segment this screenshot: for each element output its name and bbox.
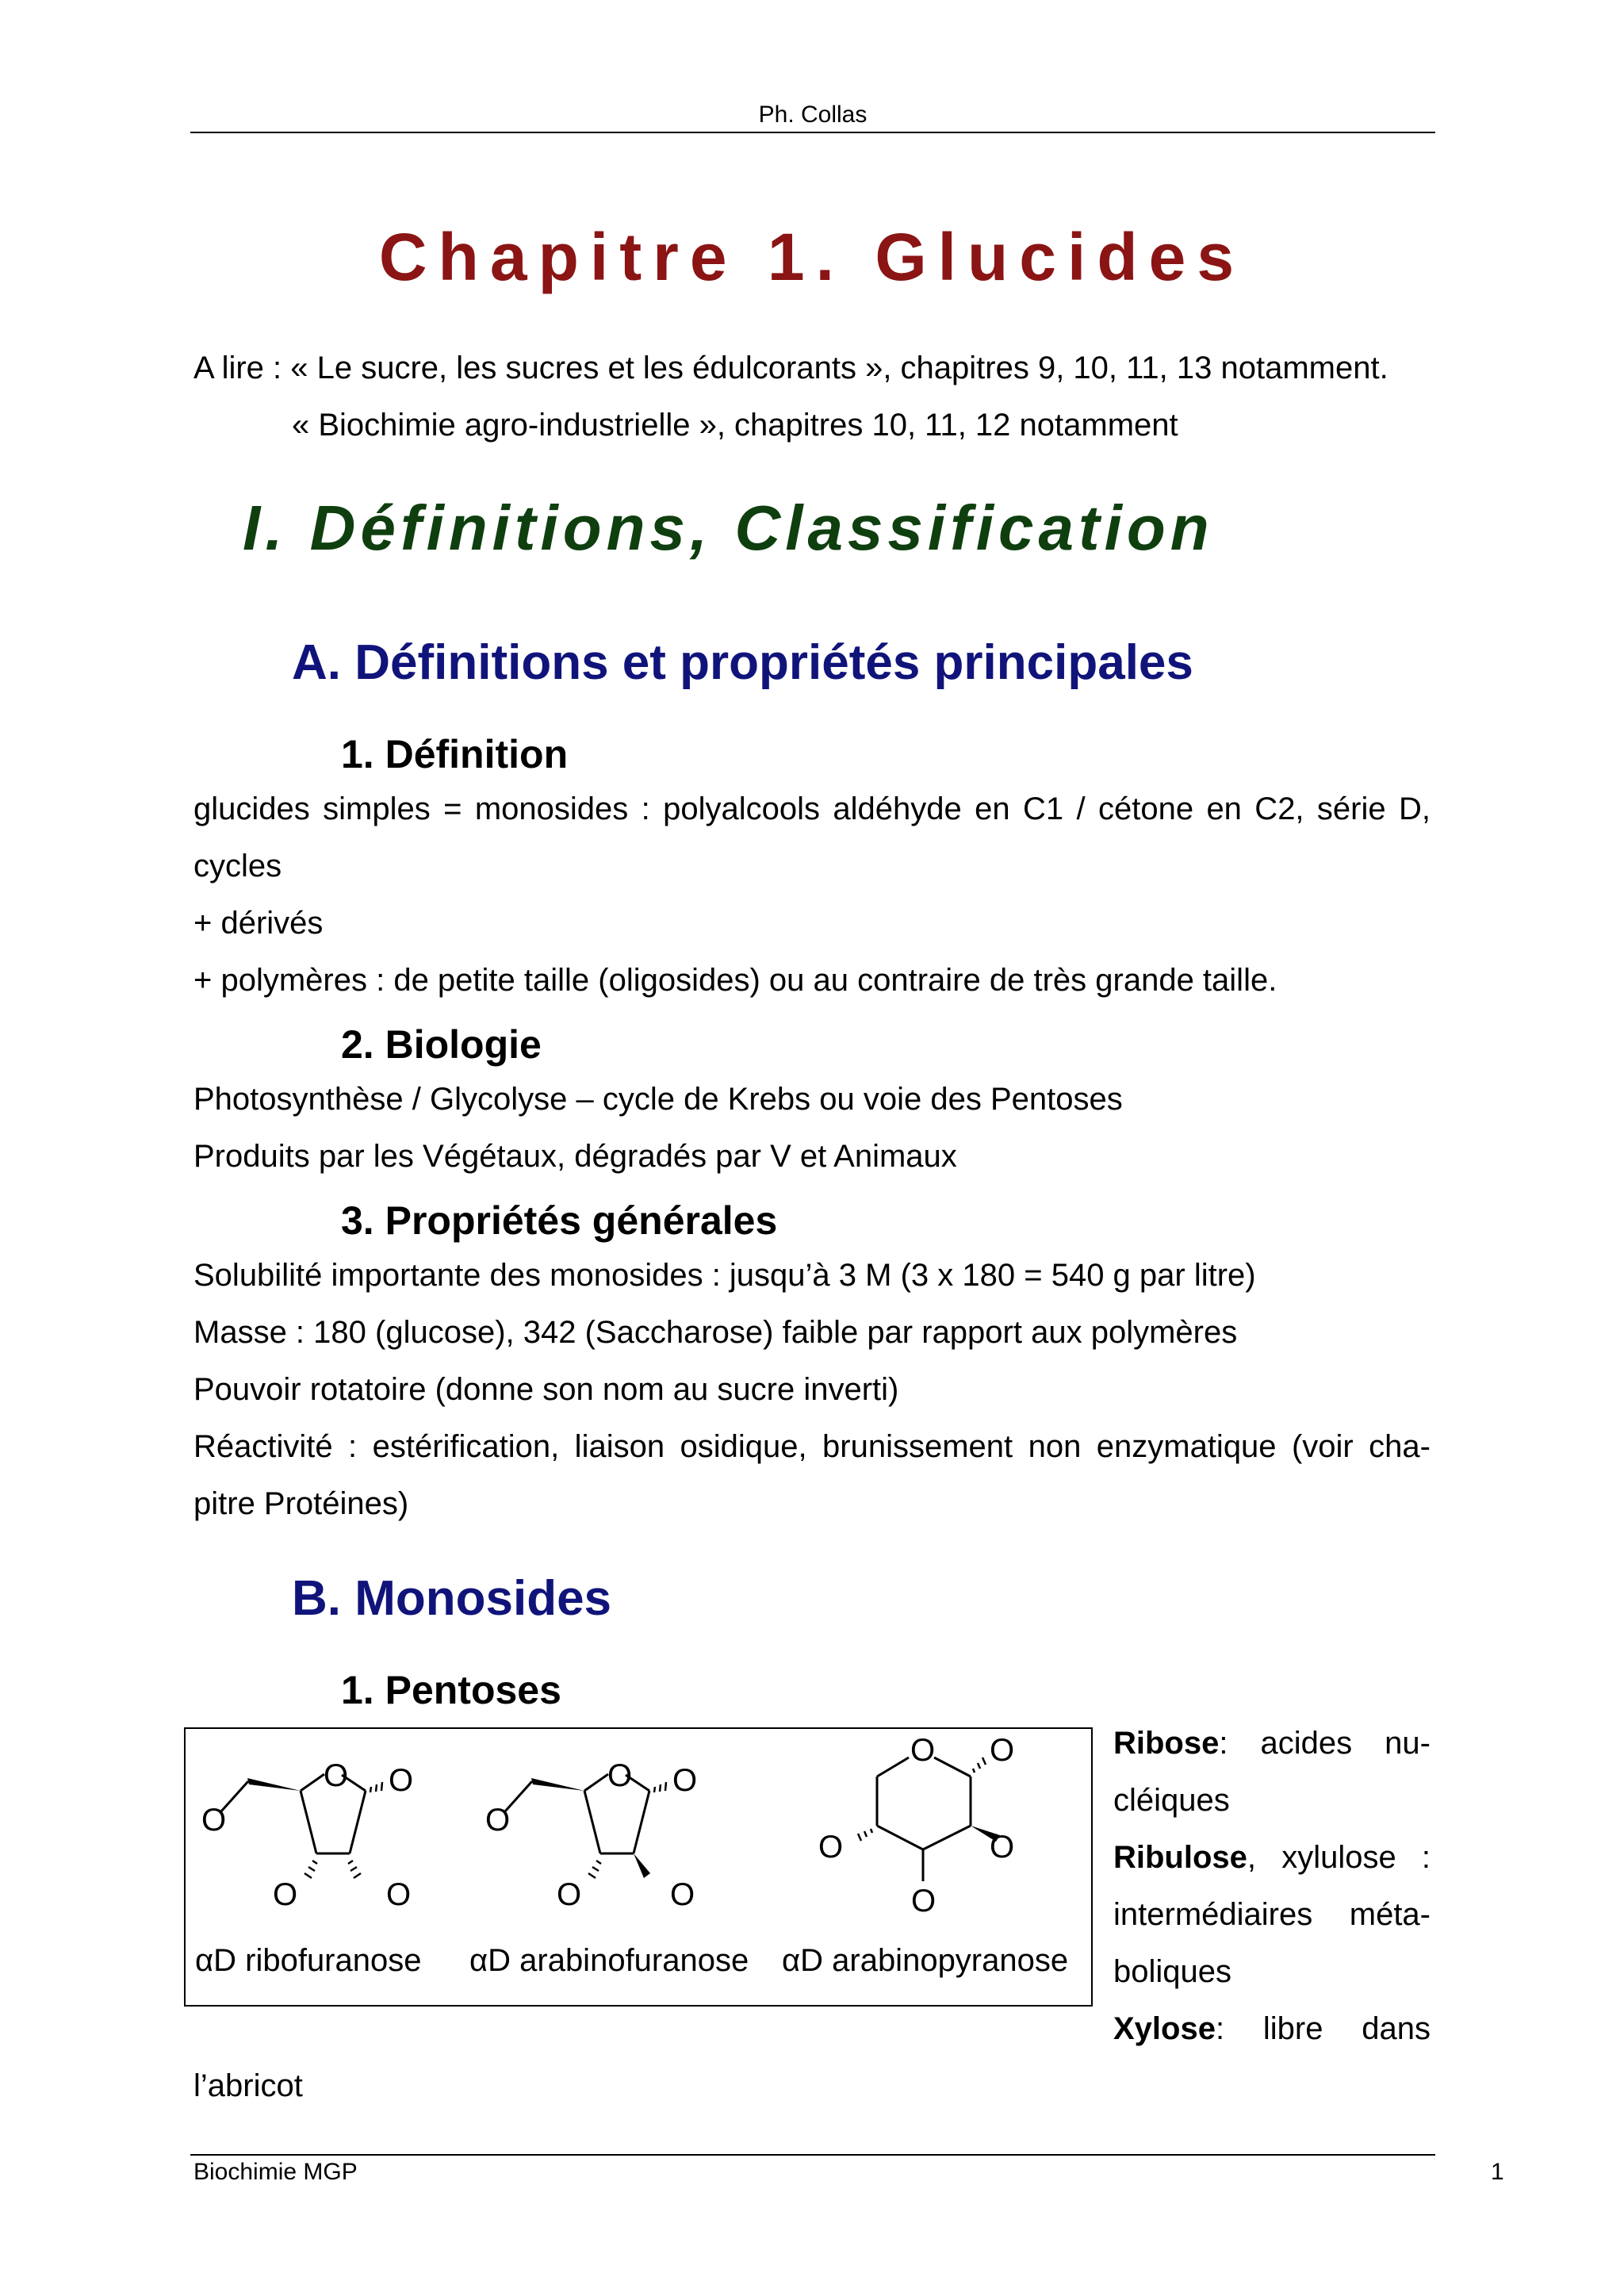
ribose-term: Ribose (1113, 1726, 1220, 1761)
subsection-b-title: B. Monosides (292, 1571, 612, 1626)
reading-line-1: A lire : « Le sucre, les sucres et les édulcorants », chapitres 9, 10, 11, 13 notamment. (193, 351, 1388, 385)
side-ribose-line-1 (1113, 1715, 1431, 1772)
oxygen-label: O (201, 1803, 227, 1838)
arabinofuranose-structure (485, 1758, 697, 1912)
oxygen-label: O (670, 1877, 695, 1912)
definition-line-1: glucides simples = monosides : polyalcools aldéhyde en C1 / cétone en C2, série D, (193, 792, 1431, 826)
footer-left: Biochimie MGP (193, 2159, 358, 2185)
oxygen-label: O (485, 1803, 511, 1838)
oxygen-label: O (386, 1877, 412, 1912)
properties-heading: 3. Propriétés générales (341, 1198, 778, 1243)
side-xylose-line-1 (1113, 2000, 1431, 2057)
ribose-desc: : acides nu- (1219, 1726, 1431, 1761)
properties-line-1: Solubilité importante des monosides : jusqu’à 3 M (3 x 180 = 540 g par litre) (193, 1258, 1256, 1293)
biology-heading: 2. Biologie (341, 1022, 542, 1067)
side-ribulose-line-2: intermédiaires méta- (1113, 1897, 1431, 1932)
biology-line-2: Produits par les Végétaux, dégradés par V et Animaux (193, 1139, 957, 1174)
side-ribulose-line-3: boliques (1113, 1954, 1232, 1989)
footer-rule (190, 2154, 1435, 2156)
biology-line-1: Photosynthèse / Glycolyse – cycle de Krebs ou voie des Pentoses (193, 1082, 1123, 1117)
ring-oxygen-label: O (607, 1758, 633, 1793)
definition-line-3: + dérivés (193, 906, 324, 941)
reading-line-2: « Biochimie agro-industrielle », chapitres 10, 11, 12 notamment (292, 408, 1178, 443)
caption-arabinofuranose: αD arabinofuranose (469, 1943, 749, 1978)
page-number: 1 (1491, 2159, 1504, 2185)
ring-oxygen-label: O (910, 1733, 936, 1768)
oxygen-label: O (990, 1830, 1015, 1865)
arabinopyranose-structure (818, 1733, 1014, 1918)
caption-ribofuranose: αD ribofuranose (195, 1943, 422, 1978)
side-ribose-line-2: cléiques (1113, 1783, 1230, 1818)
properties-line-2: Masse : 180 (glucose), 342 (Saccharose) faible par rapport aux polymères (193, 1315, 1238, 1350)
ribulose-desc: , xylulose : (1247, 1840, 1431, 1875)
oxygen-label: O (990, 1733, 1015, 1768)
oxygen-label: O (557, 1877, 582, 1912)
pentoses-heading: 1. Pentoses (341, 1668, 561, 1712)
subsection-a-title: A. Définitions et propriétés principales (292, 635, 1193, 690)
oxygen-label: O (911, 1884, 936, 1918)
caption-arabinopyranose: αD arabinopyranose (782, 1943, 1069, 1978)
ring-oxygen-label: O (324, 1758, 349, 1793)
ribulose-term: Ribulose (1113, 1840, 1247, 1875)
oxygen-label: O (672, 1763, 698, 1798)
ribofuranose-structure (201, 1758, 413, 1912)
oxygen-label: O (818, 1830, 844, 1865)
xylose-desc: : libre dans (1215, 2011, 1431, 2046)
definition-heading: 1. Définition (341, 732, 569, 776)
running-header: Ph. Collas (758, 102, 868, 128)
chapter-title: Chapitre 1. Glucides (378, 220, 1246, 294)
properties-line-5: pitre Protéines) (193, 1486, 409, 1521)
oxygen-label: O (273, 1877, 298, 1912)
properties-line-4: Réactivité : estérification, liaison osidique, brunissement non enzymatique (voir cha- (193, 1429, 1431, 1464)
oxygen-label: O (389, 1763, 414, 1798)
xylose-term: Xylose (1113, 2011, 1216, 2046)
section-title: I. Définitions, Classification (243, 493, 1214, 563)
after-figure-line: l’abricot (193, 2068, 303, 2103)
header-rule (190, 132, 1435, 133)
definition-line-2: cycles (193, 849, 282, 884)
definition-line-4: + polymères : de petite taille (oligosides) ou au contraire de très grande taille. (193, 963, 1277, 998)
properties-line-3: Pouvoir rotatoire (donne son nom au sucre inverti) (193, 1372, 899, 1407)
side-ribulose-line-1 (1113, 1829, 1431, 1886)
